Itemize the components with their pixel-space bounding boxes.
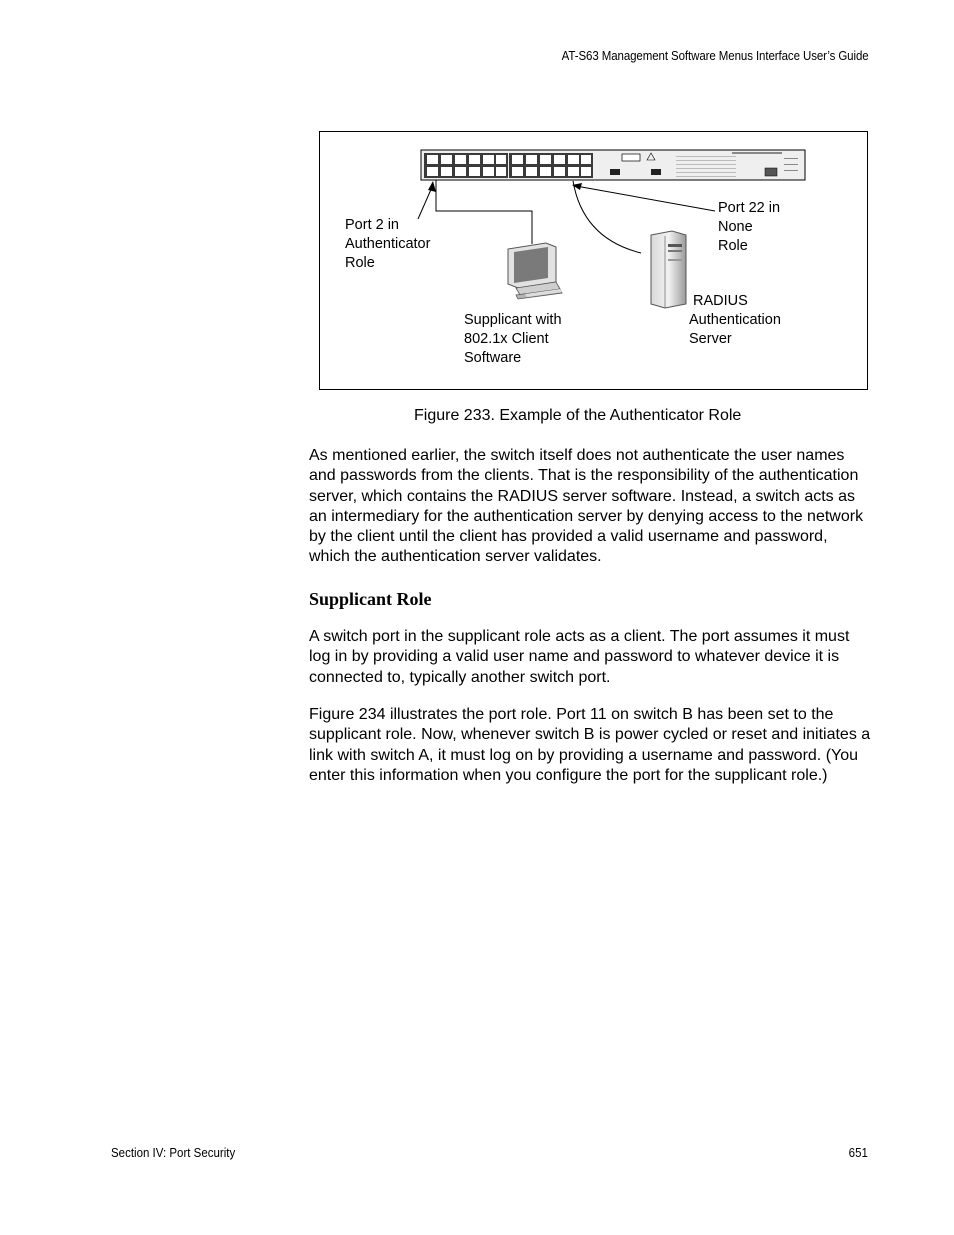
body-paragraph-1: As mentioned earlier, the switch itself does not authenticate the user names and passwords from the clients. That is the responsibility of the authentication server, which contains the RADIUS server software. Instead, a switch acts as an intermediary for the authentication server by denying access to the network by the client until the client has provided a valid username and password, which the authentication server validates. xyxy=(309,447,864,566)
running-header: AT-S63 Management Software Menus Interface User’s Guide xyxy=(562,49,869,63)
body-paragraph-3: Figure 234 illustrates the port role. Port 11 on switch B has been set to the supplicant role. Now, whenever switch B is power cycled or reset and initiates a link with switch A, it must log on by providing a username and password. (You enter this information when you configure the port for the supplicant role.) xyxy=(309,706,871,784)
figure-caption: Figure 233. Example of the Authenticator Role xyxy=(414,407,742,424)
footer-section: Section IV: Port Security xyxy=(111,1146,236,1160)
switch-icon xyxy=(421,150,805,180)
radius-label: RADIUS Authentication Server xyxy=(689,293,781,347)
figure-authenticator-role xyxy=(319,131,868,390)
port22-label: Port 22 in None Role xyxy=(718,200,781,254)
port2-label: Port 2 in Authenticator Role xyxy=(345,217,431,271)
supplicant-cable xyxy=(436,180,532,244)
supplicant-label: Supplicant with 802.1x Client Software xyxy=(464,312,562,366)
computer-icon xyxy=(508,243,562,299)
body-paragraph-2: A switch port in the supplicant role acts as a client. The port assumes it must log in by providing a valid user name and password to whatever device it is connected to, typically another switch port. xyxy=(309,628,850,686)
page-number: 651 xyxy=(848,1146,868,1160)
section-heading: Supplicant Role xyxy=(309,589,432,609)
server-icon xyxy=(651,231,686,308)
